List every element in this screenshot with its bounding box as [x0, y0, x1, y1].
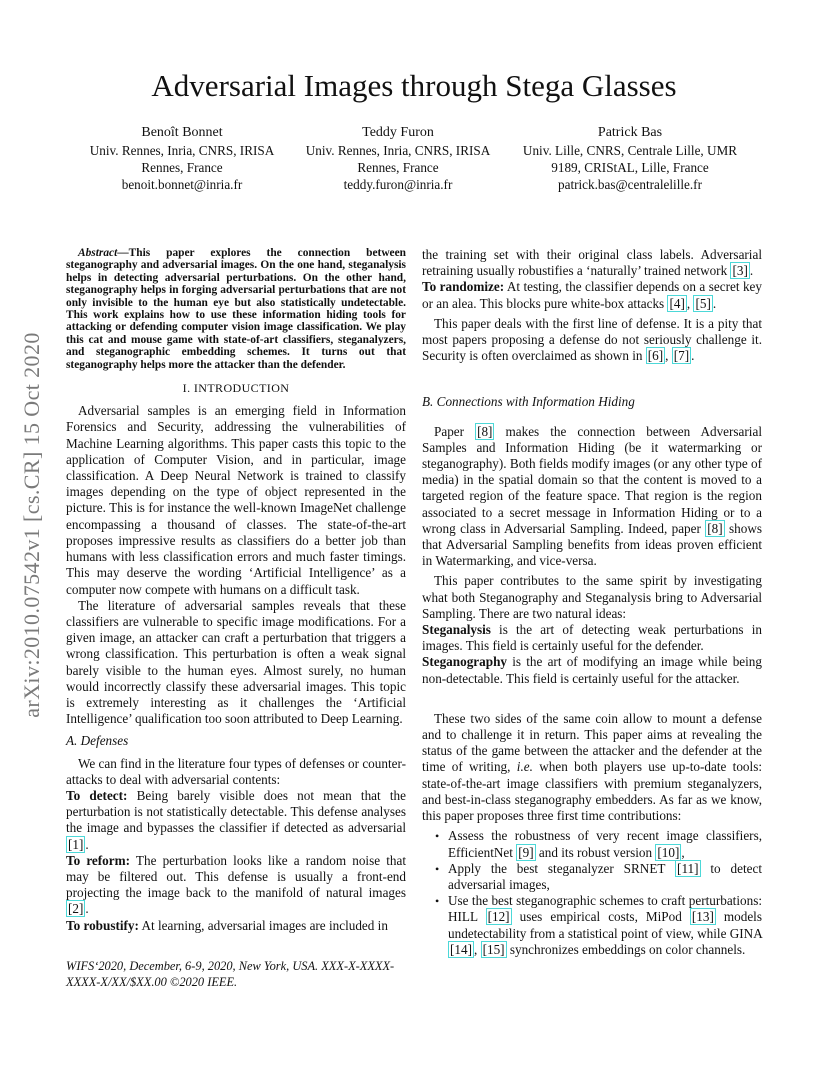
defense-label: To robustify: [66, 917, 139, 933]
author-location: Rennes, France [357, 160, 439, 175]
section-heading-introduction: I. INTRODUCTION [182, 381, 290, 396]
author-affiliation: Univ. Rennes, Inria, CNRS, IRISA [305, 143, 491, 158]
defense-label: To randomize: [422, 279, 505, 295]
right-column [422, 247, 762, 958]
text: Paper [434, 423, 476, 439]
paragraph: the training set with their original class labels. Adversarial retraining usually robustifies a ‘naturally’ trained network [3] . [422, 247, 762, 279]
citation-link[interactable]: [4] [669, 295, 685, 311]
paragraph [422, 424, 762, 570]
defense-label: To reform: [66, 852, 131, 868]
citation-link[interactable]: [1] [68, 836, 84, 852]
idea-text: is the art of modifying an image while being non-detectable. This field is certainly useful for the attacker. [422, 654, 762, 686]
author-affiliation: Univ. Lille, CNRS, Centrale Lille, UMR [522, 143, 738, 158]
text: synchronizes embeddings on color channels. [506, 941, 746, 957]
paragraph: This paper deals with the first line of defense. It is a pity that most papers proposing a defense do not seriously challenge it. Security is often overclaimed as shown in [6] , [7] . [422, 315, 762, 364]
author-email: teddy.furon@inria.fr [343, 177, 453, 192]
idea-text: is the art of detecting weak perturbations in images. This field is certainly useful for the defender. [422, 622, 762, 654]
text: , [681, 844, 685, 860]
arxiv-identifier: arXiv:2010.07542v1 [cs.CR] 15 Oct 2020 [19, 332, 44, 718]
paragraph: This paper contributes to the same spirit by investigating what both Steganography and Steganalysis bring to Adversarial Sampling. There are two natural ideas: [422, 573, 762, 621]
contribution-list [422, 828, 762, 958]
defense-text: At learning, adversarial images are included in [138, 917, 388, 933]
text: These two sides of the same coin allow to mount a defense and to challenge it in return. This paper aims at revealing the status of the game between the attacker and the defender at the time of writing, [422, 710, 762, 775]
citation-link[interactable]: [7] [673, 348, 690, 364]
text: Use the best steganographic schemes to craft perturbations: HILL [448, 893, 762, 925]
left-column [66, 247, 406, 990]
text: models undetectability from a statistical point of view, while GINA [448, 909, 762, 941]
text: Assess the robustness of very recent image classifiers, EfficientNet [448, 828, 762, 860]
author-name: Patrick Bas [597, 125, 663, 140]
defense-text: Being barely visible does not mean that the perturbation is not statistically detectable. This defense analyses the image and bypasses the classifier if detected as adversarial [66, 787, 406, 836]
defense-robustify [66, 918, 406, 934]
arxiv-stamp [17, 290, 47, 760]
list-item [448, 828, 762, 860]
author-location: 9189, CRIStAL, Lille, France [551, 160, 709, 175]
citation-link[interactable]: [10] [657, 844, 680, 860]
paragraph: We can find in the literature four types of defenses or counter-attacks to deal with adversarial contents: [66, 755, 406, 787]
idea-steganography [422, 654, 762, 686]
citation-link[interactable]: [13] [691, 909, 714, 925]
defense-text: The perturbation looks like a random noise that may be filtered out. This defense is usually a front-end projecting the image back to the manifold of natural images [66, 852, 406, 901]
abstract-text: —This paper explores the connection between steganography and adversarial images. On the one hand, steganalysis helps in detecting adversarial perturbations. On the other hand, steganography helps in forging adversarial perturbations that are not only invisible to the human eye but also statistically undetectable. This work explains how to use these information hiding tools for attacking or defending computer vision image classification. We play this cat and mouse game with state-of-art classifiers, steganalyzers, and steganographic embedding schemes. It turns out that steganography helps more the attacker than the defender. [66, 247, 406, 371]
defense-randomize: To randomize: At testing, the classifier depends on a secret key or an alea. This blocks pure white-box attacks [4] , [5] . [422, 279, 762, 311]
copyright-footnote: WIFS‘2020, December, 6-9, 2020, New York, USA. XXX-X-XXXX-XXXX-X/XX/$XX.00 ©2020 IEEE. [66, 958, 395, 989]
citation-link[interactable]: [6] [647, 348, 664, 364]
defense-label: To detect: [66, 787, 128, 803]
author-affiliation: Univ. Rennes, Inria, CNRS, IRISA [89, 143, 275, 158]
text: , [473, 941, 481, 957]
idea-label: Steganalysis [422, 622, 491, 638]
citation-link[interactable]: [11] [677, 860, 699, 876]
idea-label: Steganography [422, 654, 507, 670]
text: i.e. [516, 759, 533, 775]
text: Apply the best steganalyzer SRNET [448, 860, 676, 876]
citation-link[interactable]: [12] [487, 909, 510, 925]
defense-text: At testing, the classifier depends on a secret key or an alea. This blocks pure white-box attacks [422, 279, 762, 311]
subsection-heading-defenses: A. Defenses [66, 733, 129, 749]
author-block-1 [72, 124, 292, 193]
author-name: Teddy Furon [362, 125, 434, 140]
defense-reform: To reform: The perturbation looks like a random noise that may be filtered out. This defense is usually a front-end projecting the image back to the manifold of natural images [2] . [66, 852, 406, 917]
citation-link[interactable]: [8] [707, 520, 723, 536]
text: when both players use up-to-date tools: state-of-the-art image classifiers with premium steganalyzers, and best-in-class steganography embedders. As far as we know, this paper proposes three first time contributions: [422, 759, 762, 824]
citation-link[interactable]: [5] [695, 295, 711, 311]
citation-link[interactable]: [14] [450, 941, 472, 957]
author-name: Benoît Bonnet [141, 125, 223, 140]
list-item [448, 893, 762, 958]
paragraph: The literature of adversarial samples reveals that these classifiers are vulnerable to specific image modifications. For a given image, an attacker can craft a perturbation that triggers a wrong classification. This perturbation is often a weak signal barely visible to the human eyes. Almost surely, no human would incorrectly classify these adversarial images. This topic is extremely interesting as it challenges the ‘Artificial Intelligence’ qualification too soon attributed to Deep Learning. [66, 597, 406, 727]
citation-link[interactable]: [15] [482, 941, 505, 957]
text: to detect adversarial images, [448, 860, 762, 892]
paragraph [422, 711, 762, 824]
citation-link[interactable]: [8] [477, 423, 493, 439]
citation-link[interactable]: [3] [732, 263, 748, 279]
text: makes the connection between Adversarial Samples and Information Hiding (be it watermarking or steganography). Both fields modify images (or any other type of media) in the spatial domain so that the content is moved to a targeted region of the feature space. That region is the region associated to a secret message in Information Hiding or to a wrong class in Adversarial Sampling. Indeed, paper [422, 423, 762, 536]
abstract-lead: Abstract [78, 247, 118, 259]
author-block-3 [514, 124, 746, 193]
text: uses empirical costs, MiPod [511, 909, 690, 925]
author-email: patrick.bas@centralelille.fr [558, 177, 702, 192]
abstract [66, 247, 406, 371]
citation-link[interactable]: [2] [68, 901, 84, 917]
text: and its robust version [535, 844, 656, 860]
defense-detect: To detect: Being barely visible does not mean that the perturbation is not statistically detectable. This defense analyses the image and bypasses the classifier if detected as adversarial [1] . [66, 787, 406, 852]
author-location: Rennes, France [141, 160, 223, 175]
text: This paper deals with the first line of defense. It is a pity that most papers proposing a defense do not seriously challenge it. Security is often overclaimed as shown in [422, 315, 762, 364]
citation-link[interactable]: [9] [518, 844, 534, 860]
paragraph: Adversarial samples is an emerging field in Information Forensics and Security, addressing the vulnerabilities of Machine Learning algorithms. This paper casts this topic to the application of Computer Vision, and in particular, image classification. A Deep Neural Network is trained to classify images depending on the type of object represented in the picture. This is for instance the well-known ImageNet challenge encompassing a thousand of classes. The state-of-the-art proposes impressive results as classifiers do a better job than humans with less classification errors and much faster timings. This may deserve the wording ‘Artificial Intelligence’ as a computer now compete with humans on a difficult task. [66, 403, 406, 597]
author-block-2 [298, 124, 498, 193]
idea-steganalysis [422, 622, 762, 654]
subsection-heading-connections: B. Connections with Information Hiding [422, 394, 635, 410]
text: shows that Adversarial Sampling benefits from ideas proven efficient in Watermarking, and vice-versa. [422, 520, 762, 569]
author-email: benoit.bonnet@inria.fr [121, 177, 243, 192]
text: the training set with their original class labels. Adversarial retraining usually robustifies a ‘naturally’ trained network [422, 247, 762, 279]
list-item [448, 861, 762, 893]
paper-title: Adversarial Images through Stega Glasses [151, 68, 677, 103]
